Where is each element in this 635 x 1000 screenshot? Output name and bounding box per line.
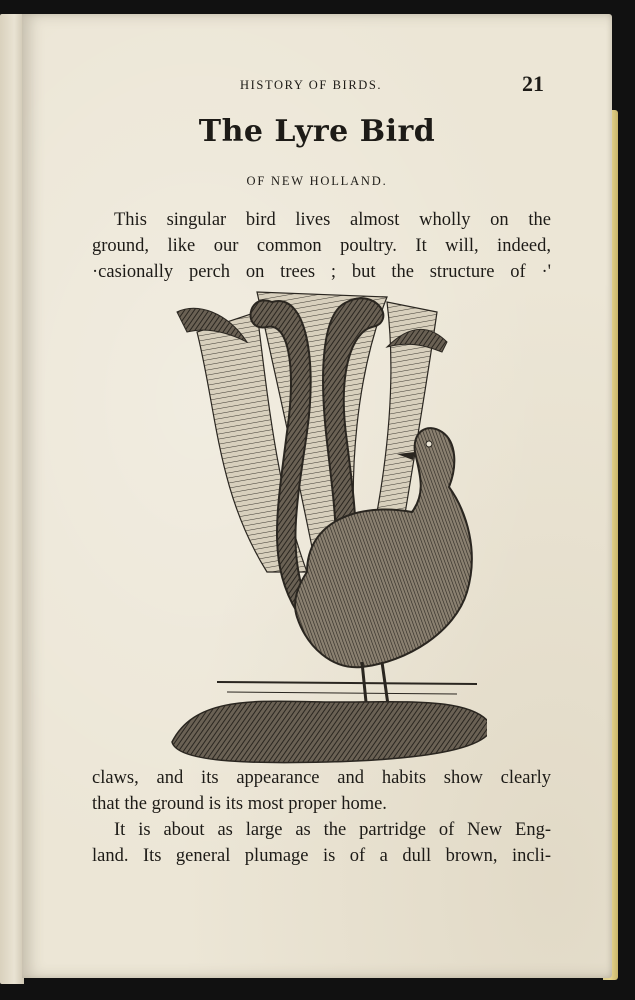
lyre-bird-illustration: [157, 272, 487, 772]
body-line: This singular bird lives almost wholly on the: [114, 210, 551, 230]
body-line: ground, like our common poultry. It will, indeed,: [92, 236, 551, 256]
body-line: land. Its general plumage is of a dull brown, incli-: [92, 846, 551, 866]
body-line: It is about as large as the partridge of New Eng-: [114, 820, 551, 840]
chapter-title: The Lyre Bird: [198, 114, 436, 149]
body-line: that the ground is its most proper home.: [92, 794, 387, 814]
body-line: claws, and its appearance and habits show clearly: [92, 768, 551, 788]
page-number: 21: [522, 71, 544, 96]
ground: [172, 682, 487, 763]
facing-page-edge: [0, 14, 24, 984]
body-line: ·casionally perch on trees ; but the structure of ·': [92, 262, 551, 282]
running-head: HISTORY OF BIRDS.: [240, 78, 383, 92]
book-page: [22, 14, 612, 978]
chapter-subtitle: OF NEW HOLLAND.: [246, 174, 388, 188]
